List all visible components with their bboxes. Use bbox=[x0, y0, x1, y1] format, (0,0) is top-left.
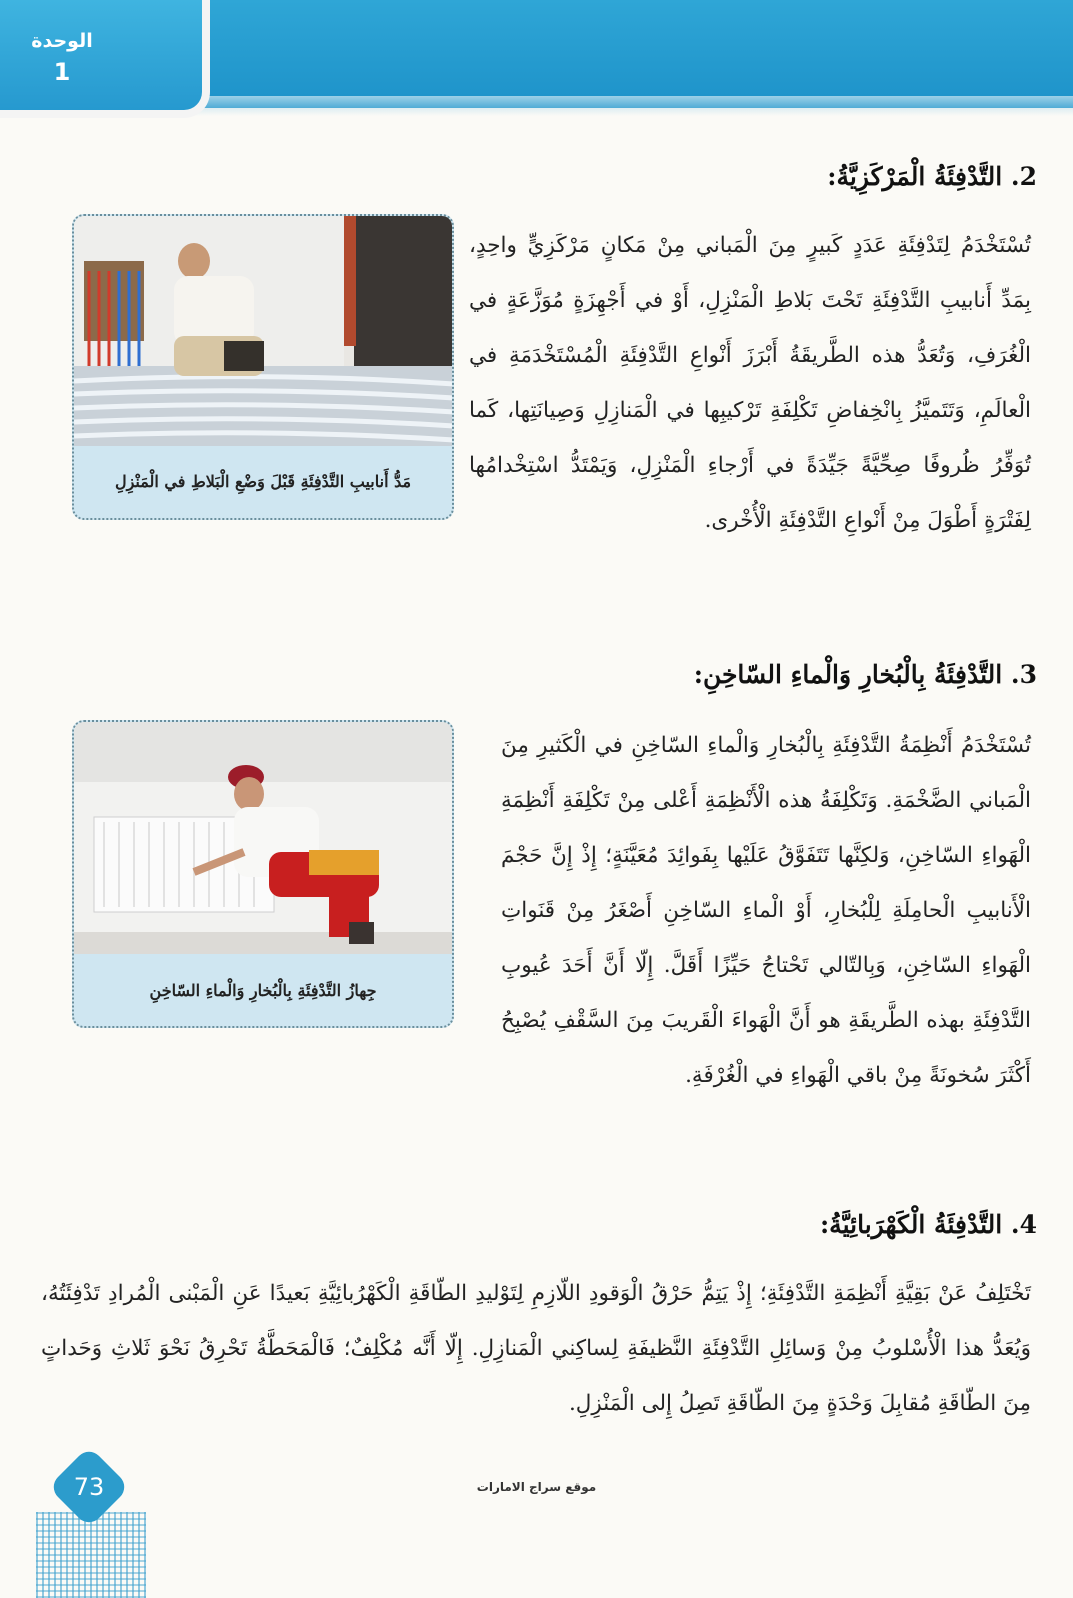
unit-label: الوحدة bbox=[31, 30, 93, 52]
unit-number: 1 bbox=[53, 58, 71, 86]
floor-heating-pipes-image bbox=[74, 216, 452, 446]
radiator-illustration bbox=[74, 722, 452, 954]
floor-heating-illustration bbox=[74, 216, 452, 446]
section-3-heading: 3. التَّدْفِئَةُ بِالْبُخارِ وَالْماءِ السّاخِنِ: bbox=[693, 660, 1037, 689]
section-2-heading: 2. التَّدْفِئَةُ الْمَرْكَزِيَّةُ: bbox=[827, 162, 1037, 191]
radiator-technician-image bbox=[74, 722, 452, 954]
section-3-image-card bbox=[72, 720, 454, 1028]
section-4-heading: 4. التَّدْفِئَةُ الْكَهْرَبائِيَّةُ: bbox=[819, 1210, 1037, 1239]
section-2-image-card bbox=[72, 214, 454, 520]
section-3-image-caption: جِهازُ التَّدْفِئَةِ بِالْبُخارِ وَالْماءِ السّاخِنِ bbox=[149, 980, 377, 1000]
footer-site-name: موقع سراج الامارات bbox=[476, 1480, 597, 1494]
decorative-pattern bbox=[36, 1512, 146, 1598]
section-2-paragraph: تُسْتَخْدَمُ لِتَدْفِئَةِ عَدَدٍ كَبيرٍ مِنَ الْمَباني مِنْ مَكانٍ مَرْكَزِيٍّ واحِدٍ، بِمَدِّ أَنابيبِ التَّدْفِئَةِ تَحْتَ بَلاطِ الْمَنْزِلِ، أَوْ في أَجْهِزَةٍ مُوَزَّعَةٍ في الْغُرَفِ، وَتُعَدُّ هذه الطَّريقَةُ أَبْرَزَ أَنْواعِ التَّدْفِئَةِ الْمُسْتَخْدَمَةِ في الْعالَمِ، وَتَتَميَّزُ بِانْخِفاضِ تَكْلِفَةِ تَرْكيبِها في الْمَنازِلِ وَصِيانَتِها، كَما تُوَفِّرُ ظُروفًا صِحِّيَّةً جَيِّدَةً في أَرْجاءِ الْمَنْزِلِ، وَيَمْتَدُّ اسْتِخْدامُها لِفَتْرَةٍ أَطْوَلَ مِنْ أَنْواعِ التَّدْفِئَةِ الْأُخْرى. bbox=[469, 233, 1031, 533]
section-2-image-caption: مَدُّ أَنابيبِ التَّدْفِئَةِ قَبْلَ وَضْعِ الْبَلاطِ في الْمَنْزِلِ bbox=[114, 471, 412, 491]
page-number: 73 bbox=[73, 1473, 105, 1501]
section-4-paragraph: تَخْتَلِفُ عَنْ بَقِيَّةِ أَنْظِمَةِ التَّدْفِئَةِ؛ إِذْ يَتِمُّ حَرْقُ الْوَقودِ اللّازِمِ لِتَوْليدِ الطّاقَةِ الْكَهْرُبائِيَّةِ بَعيدًا عَنِ الْمَبْنى الْمُرادِ تَدْفِئَتُهُ، وَيُعَدُّ هذا الْأُسْلوبُ مِنْ وَسائِلِ التَّدْفِئَةِ النَّظيفَةِ لِساكِني الْمَنازِلِ. إِلّا أَنَّه مُكْلِفٌ؛ فَالْمَحَطَّةُ تَحْرِقُ نَحْوَ ثَلاثِ وَحَداتٍ مِنَ الطّاقَةِ مُقابِلَ وَحْدَةٍ مِنَ الطّاقَةِ تَصِلُ إِلى الْمَنْزِلِ. bbox=[41, 1281, 1031, 1416]
unit-tab bbox=[0, 0, 210, 118]
section-3-paragraph: تُسْتَخْدَمُ أَنْظِمَةُ التَّدْفِئَةِ بِالْبُخارِ وَالْماءِ السّاخِنِ في الْكَثيرِ مِنَ الْمَباني الضَّخْمَةِ. وَتَكْلِفَةُ هذه الْأَنْظِمَةِ أَعْلى مِنْ تَكْلِفَةِ أَنْظِمَةِ الْهَواءِ السّاخِنِ، وَلكِنَّها تَتَفَوَّقُ عَلَيْها بِفَوائِدَ مُعَيَّنَةٍ؛ إِذْ إِنَّ حَجْمَ الْأَنابيبِ الْحامِلَةِ لِلْبُخارِ، أَوْ الْماءِ السّاخِنِ أَصْغَرُ مِنْ قَنَواتِ الْهَواءِ السّاخِنِ، وَبِالتّالي تَحْتاجُ حَيِّزًا أَقَلَّ. إِلّا أَنَّ أَحَدَ عُيوبِ التَّدْفِئَةِ بهذه الطَّريقَةِ هو أَنَّ الْهَواءَ الْقَريبَ مِنَ السَّقْفِ يُصْبِحُ أَكْثَرَ سُخونَةً مِنْ باقي الْهَواءِ في الْغُرْفَةِ. bbox=[501, 733, 1031, 1088]
